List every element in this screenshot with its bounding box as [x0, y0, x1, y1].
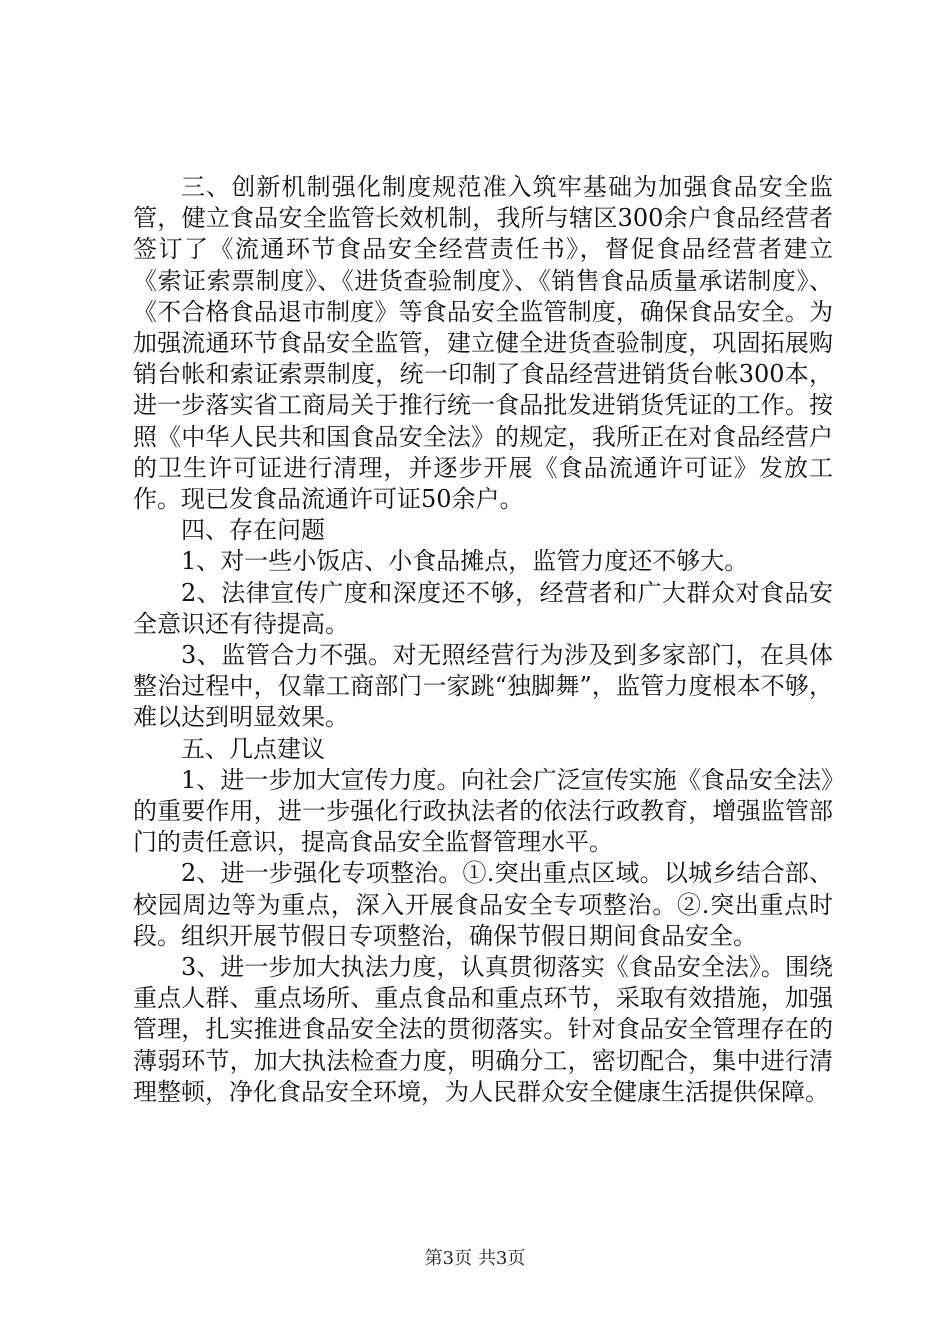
paragraph-suggestion-1: 1、进一步加大宣传力度。向社会广泛宣传实施《食品安全法》的重要作用，进一步强化行政执法者的依法行政教育，增强监管部门的责任意识，提高食品安全监督管理水平。: [133, 765, 833, 857]
paragraph-suggestion-2: 2、进一步强化专项整治。①.突出重点区域。以城乡结合部、校园周边等为重点，深入开展食品安全专项整治。②.突出重点时段。组织开展节假日专项整治，确保节假日期间食品安全。: [133, 859, 833, 950]
document-body: [133, 172, 833, 1108]
heading-section-five: 五、几点建议: [181, 734, 325, 763]
heading-section-four: 四、存在问题: [181, 516, 325, 545]
paragraph-problem-1: 1、对一些小饭店、小食品摊点，监管力度还不够大。: [181, 547, 749, 576]
paragraph-suggestion-3: 3、进一步加大执法力度，认真贯彻落实《食品安全法》。围绕重点人群、重点场所、重点食品和重点环节，采取有效措施，加强管理，扎实推进食品安全法的贯彻落实。针对食品安全管理存在的薄弱环节，加大执法检查力度，明确分工，密切配合，集中进行清理整顿，净化食品安全环境，为人民群众安全健康生活提供保障。: [133, 953, 833, 1106]
paragraph-problem-2: 2、法律宣传广度和深度还不够，经营者和广大群众对食品安全意识还有待提高。: [133, 578, 833, 638]
paragraph-problem-3: 3、监管合力不强。对无照经营行为涉及到多家部门，在具体整治过程中，仅靠工商部门一家跳“独脚舞”，监管力度根本不够，难以达到明显效果。: [133, 641, 833, 732]
paragraph-section-three: 三、创新机制强化制度规范准入筑牢基础为加强食品安全监管，健立食品安全监管长效机制，我所与辖区300余户食品经营者签订了《流通环节食品安全经营责任书》，督促食品经营者建立《索证索票制度》、《进货查验制度》、《销售食品质量承诺制度》、《不合格食品退市制度》等食品安全监管制度，确保食品安全。为加强流通环节食品安全监管，建立健全进货查验制度，巩固拓展购销台帐和索证索票制度，统一印制了食品经营进销货台帐300本，进一步落实省工商局关于推行统一食品批发进销货凭证的工作。按照《中华人民共和国食品安全法》的规定，我所正在对食品经营户的卫生许可证进行清理，并逐步开展《食品流通许可证》发放工作。现已发食品流通许可证50余户。: [133, 173, 833, 514]
page-number-footer: 第3页 共3页: [424, 1248, 526, 1269]
